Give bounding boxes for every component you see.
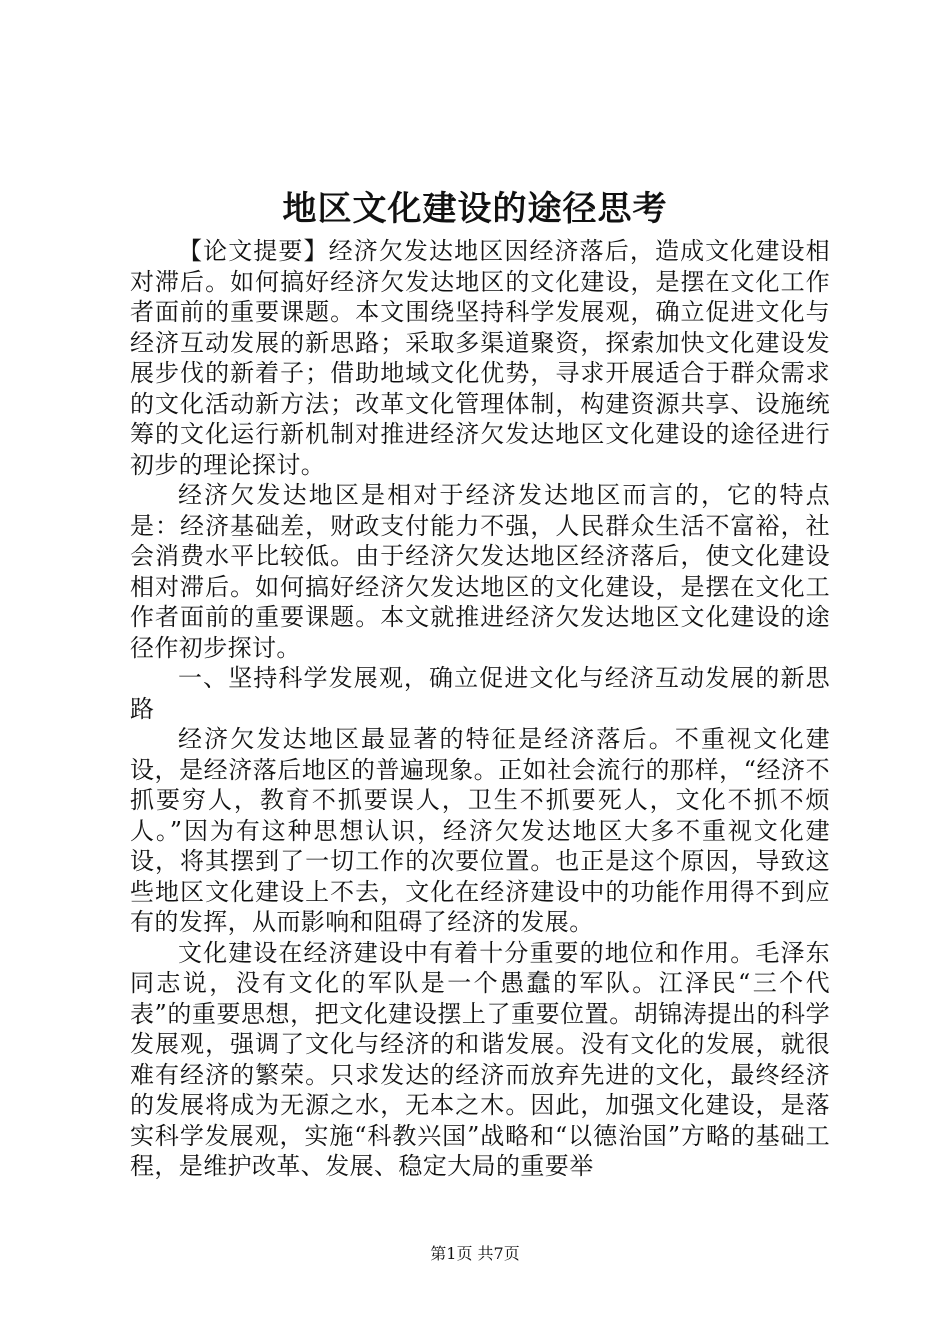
document-title: 地区文化建设的途径思考 <box>282 189 668 229</box>
abstract-paragraph: 【论文提要】经济欠发达地区因经济落后，造成文化建设相对滞后。如何搞好经济欠发达地区的文化建设，是摆在文化工作者面前的重要课题。本文围绕坚持科学发展观，确立促进文化与经济互动发展的新思路；采取多渠道聚资，探索加快文化建设发展步伐的新着子；借助地域文化优势，寻求开展适合于群众需求的文化活动新方法；改革文化管理体制，构建资源共享、设施统筹的文化运行新机制对推进经济欠发达地区文化建设的途径进行初步的理论探讨。 <box>130 237 830 479</box>
page-number-footer: 第1页 共7页 <box>430 1244 520 1263</box>
intro-paragraph: 经济欠发达地区是相对于经济发达地区而言的，它的特点是：经济基础差，财政支付能力不强，人民群众生活不富裕，社会消费水平比较低。由于经济欠发达地区经济落后，使文化建设相对滞后。如何搞好经济欠发达地区的文化建设，是摆在文化工作者面前的重要课题。本文就推进经济欠发达地区文化建设的途径作初步探讨。 <box>130 481 830 662</box>
section-heading: 一、坚持科学发展观，确立促进文化与经济互动发展的新思路 <box>130 664 830 723</box>
document-body <box>130 236 830 1182</box>
body-paragraph: 文化建设在经济建设中有着十分重要的地位和作用。毛泽东同志说，没有文化的军队是一个愚蠢的军队。江泽民“三个代表”的重要思想，把文化建设摆上了重要位置。胡锦涛提出的科学发展观，强调了文化与经济的和谐发展。没有文化的发展，就很难有经济的繁荣。只求发达的经济而放弃先进的文化，最终经济的发展将成为无源之水，无本之木。因此，加强文化建设，是落实科学发展观，实施“科教兴国”战略和“以德治国”方略的基础工程，是维护改革、发展、稳定大局的重要举 <box>130 938 830 1180</box>
body-paragraph: 经济欠发达地区最显著的特征是经济落后。不重视文化建设，是经济落后地区的普遍现象。正如社会流行的那样，“经济不抓要穷人，教育不抓要误人，卫生不抓要死人，文化不抓不烦人。”因为有这种思想认识，经济欠发达地区大多不重视文化建设，将其摆到了一切工作的次要位置。也正是这个原因，导致这些地区文化建设上不去，文化在经济建设中的功能作用得不到应有的发挥，从而影响和阻碍了经济的发展。 <box>130 725 830 936</box>
